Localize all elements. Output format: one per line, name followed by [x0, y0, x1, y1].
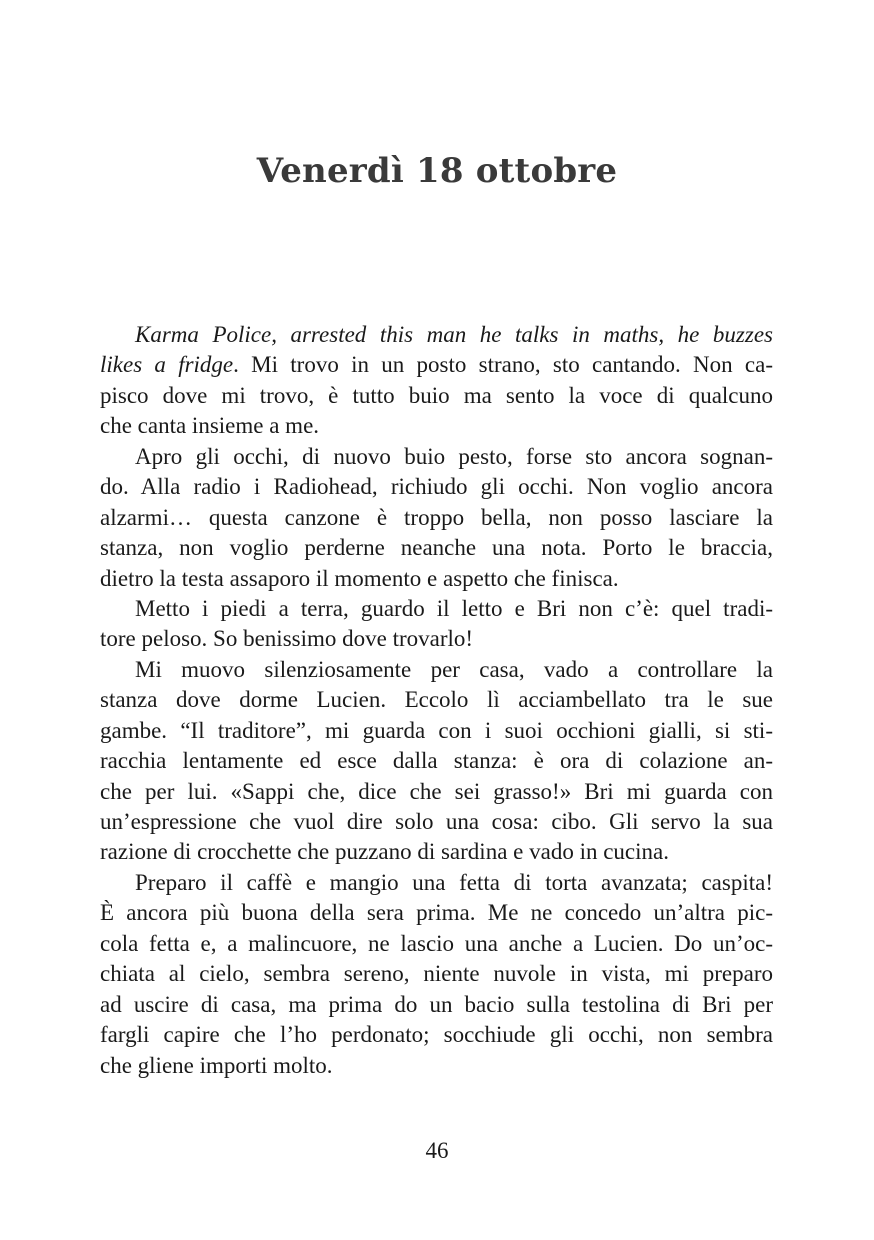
text-line: dietro la testa assaporo il momento e aspetto che finisca. — [100, 565, 619, 591]
text-line: Apro gli occhi, di nuovo buio pesto, forse sto ancora sognan- — [135, 443, 773, 469]
text-line: È ancora più buona della sera prima. Me ne concedo un’altra pic- — [100, 900, 773, 926]
paragraph — [100, 594, 773, 655]
paragraph — [100, 868, 773, 1081]
body-text — [100, 320, 773, 1081]
text-line: cola fetta e, a malincuore, ne lascio una anche a Lucien. Do un’oc- — [100, 930, 773, 956]
text-line — [100, 350, 773, 380]
text-line — [100, 320, 773, 350]
text-line: gambe. “Il traditore”, mi guarda con i suoi occhioni gialli, si sti- — [100, 717, 773, 743]
text-line: che per lui. «Sappi che, dice che sei grasso!» Bri mi guarda con — [100, 778, 773, 804]
page-number: 46 — [425, 1138, 449, 1163]
paragraph — [100, 320, 773, 442]
text-line: ad uscire di casa, ma prima do un bacio sulla testolina di Bri per — [100, 991, 773, 1017]
text-line: do. Alla radio i Radiohead, richiudo gli occhi. Non voglio ancora — [100, 474, 773, 500]
text-line: chiata al cielo, sembra sereno, niente nuvole in vista, mi preparo — [100, 961, 773, 987]
text-line: stanza dove dorme Lucien. Eccolo lì acciambellato tra le sue — [100, 687, 773, 713]
text-line: fargli capire che l’ho perdonato; socchiude gli occhi, non sembra — [100, 1022, 773, 1048]
text-line: stanza, non voglio perderne neanche una nota. Porto le braccia, — [100, 535, 773, 561]
text-line: alzarmi… questa canzone è troppo bella, non posso lasciare la — [100, 504, 773, 530]
text-line: Preparo il caffè e mangio una fetta di torta avanzata; caspita! — [135, 869, 773, 895]
text-line: che gliene importi molto. — [100, 1052, 333, 1078]
song-lyric: Karma Police, arrested this man he talks in maths, he buzzes — [135, 322, 773, 347]
text-line: Mi muovo silenziosamente per casa, vado a controllare la — [135, 656, 773, 682]
paragraph — [100, 655, 773, 868]
text-line: racchia lentamente ed esce dalla stanza: è ora di colazione an- — [100, 748, 773, 774]
text-line: che canta insieme a me. — [100, 413, 320, 439]
song-lyric: likes a fridge — [100, 352, 234, 378]
text-line: un’espressione che vuol dire solo una cosa: cibo. Gli servo la sua — [100, 809, 773, 834]
chapter-title: Venerdì 18 ottobre — [256, 150, 618, 191]
text-line: tore peloso. So benissimo dove trovarlo! — [100, 626, 474, 652]
line-text: . Mi trovo in un posto strano, sto cantando. Non ca- — [233, 352, 773, 378]
text-line: pisco dove mi trovo, è tutto buio ma sento la voce di qualcuno — [100, 382, 773, 408]
text-line: razione di crocchette che puzzano di sardina e vado in cucina. — [100, 839, 669, 865]
text-line: Metto i piedi a terra, guardo il letto e Bri non c’è: quel tradi- — [135, 595, 773, 621]
paragraph — [100, 442, 773, 594]
